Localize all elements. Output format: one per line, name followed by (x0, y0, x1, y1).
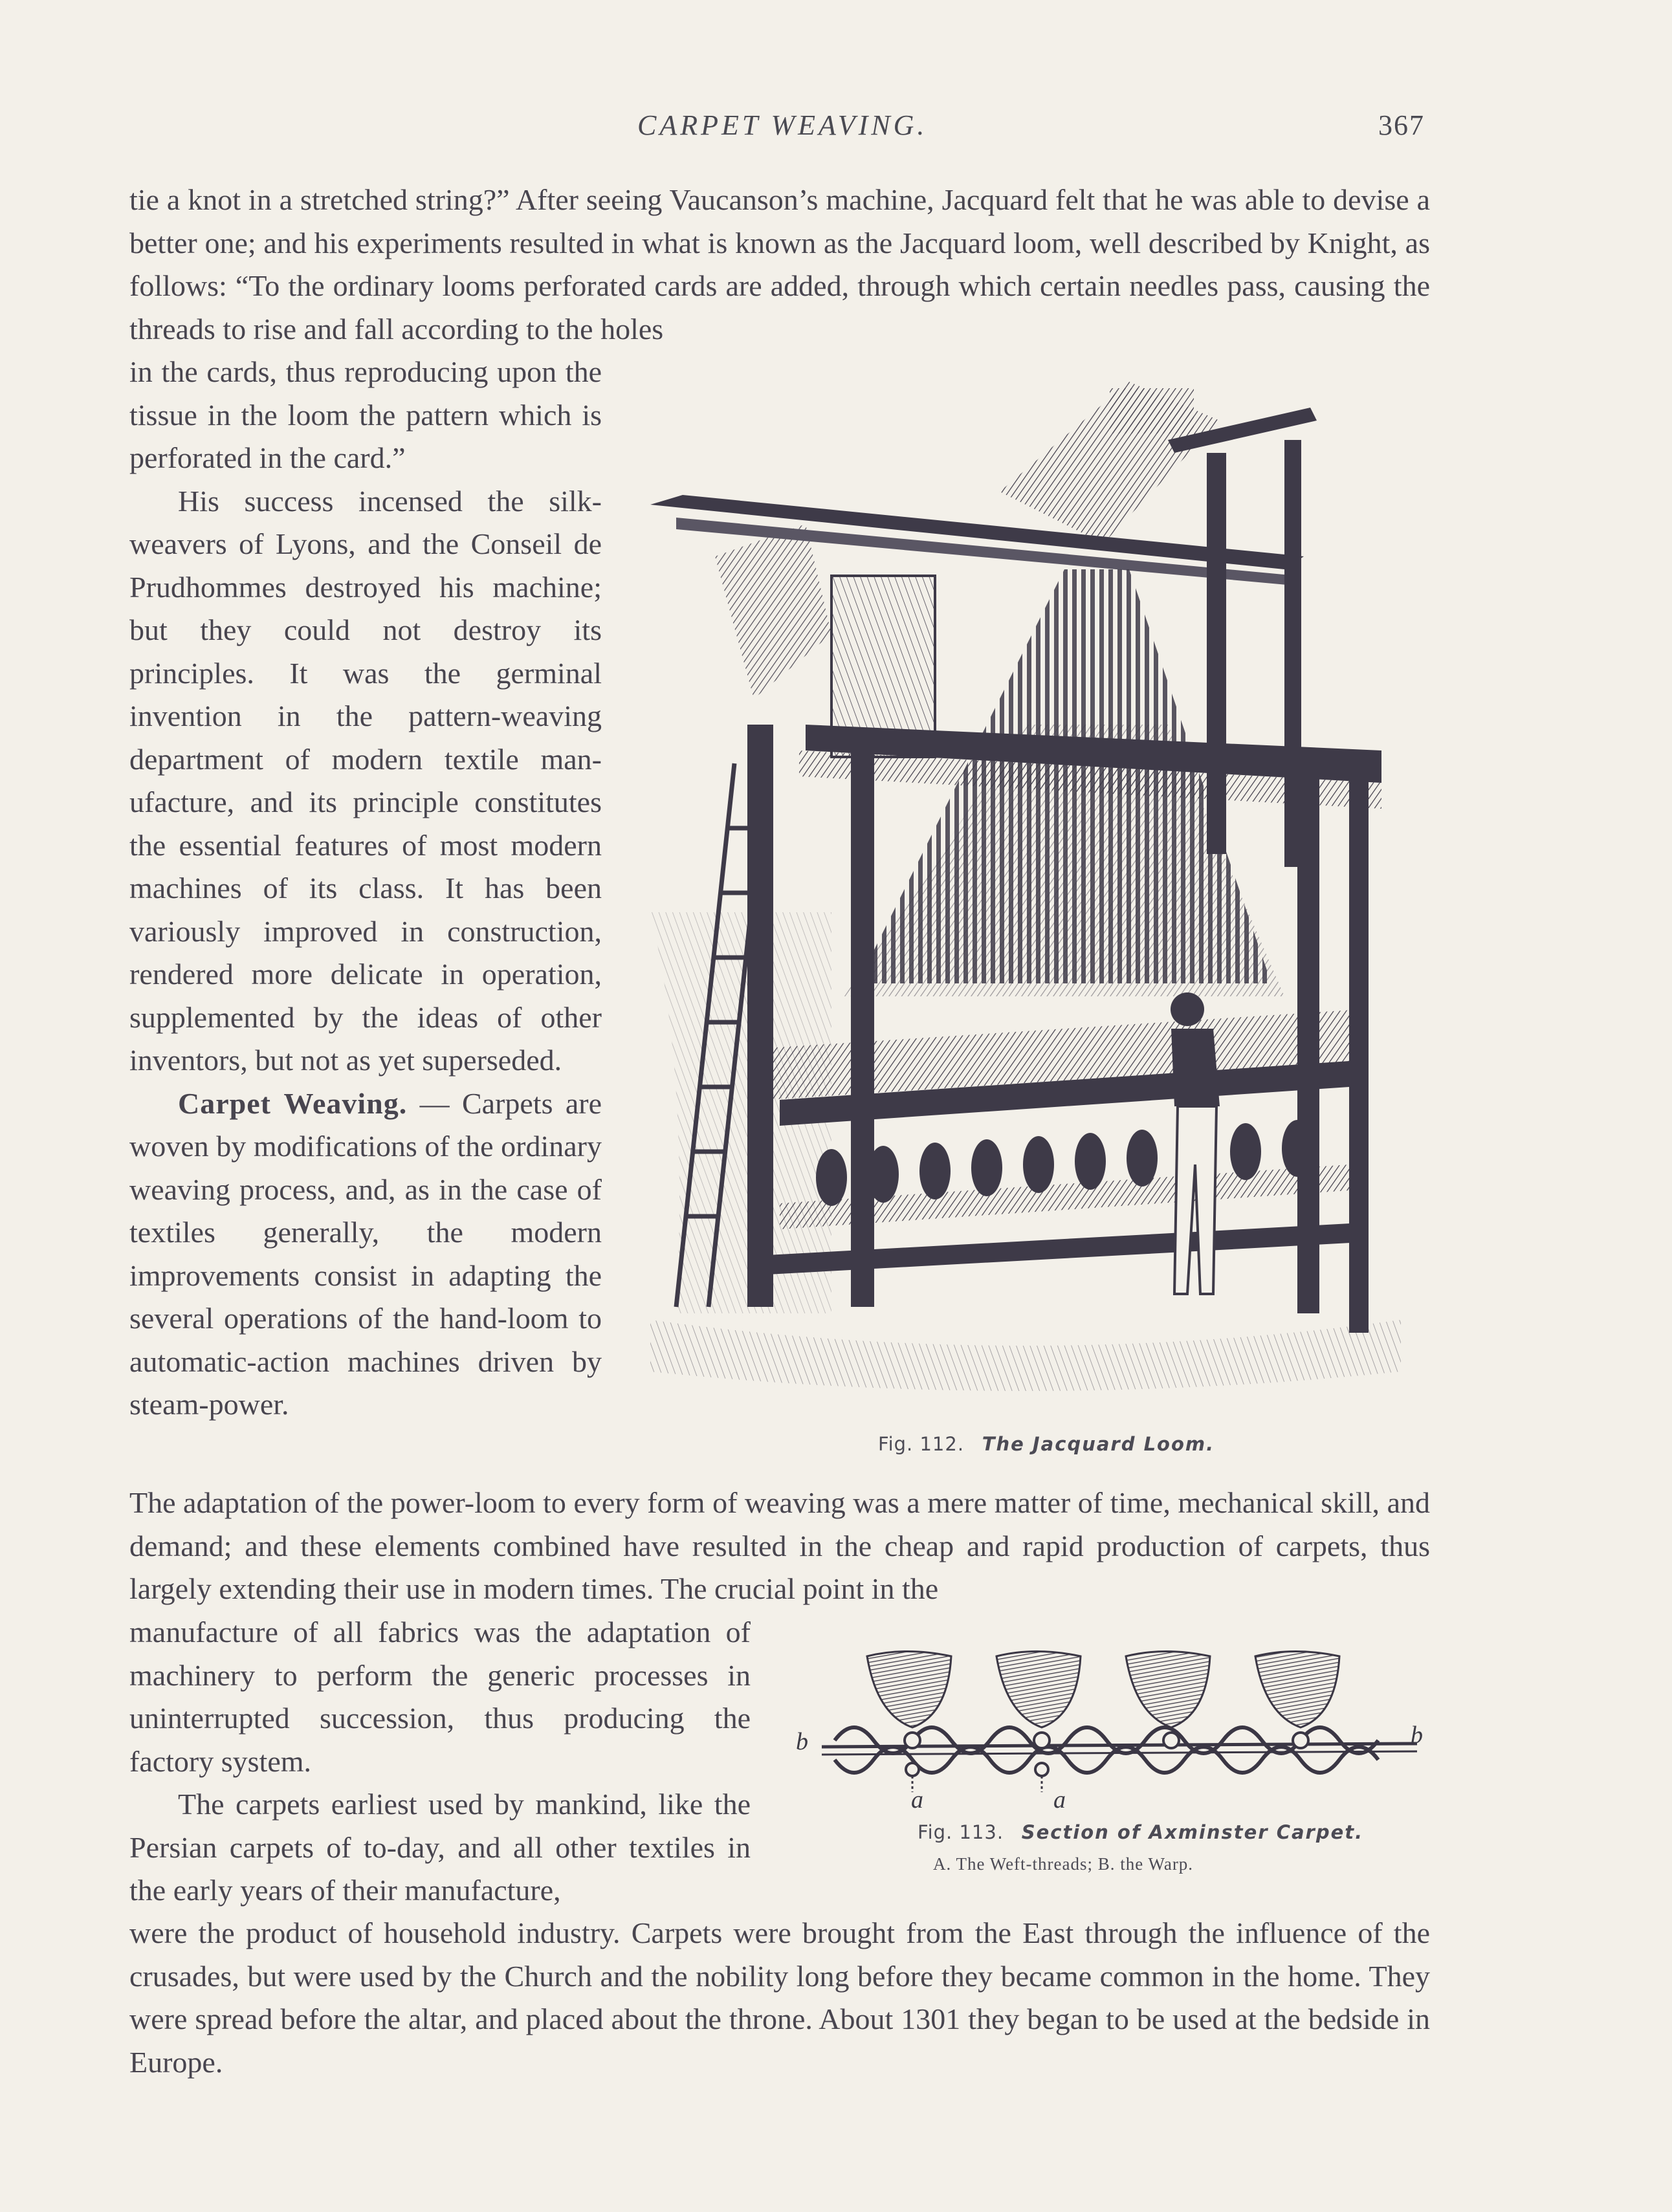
figure-title: Section of Axminster Carpet. (1021, 1821, 1364, 1843)
paragraph-middle (129, 1482, 1430, 1611)
paragraph-continuation: in the cards, thus reproducing upon the tissue in the loom the pattern which is perforated in the card.” (129, 355, 602, 474)
running-head-title: CARPET WEAVING. (637, 109, 928, 141)
figure-number: Fig. 113. (918, 1821, 1004, 1843)
label-b-left: b (796, 1728, 808, 1755)
figure-number: Fig. 112. (878, 1433, 965, 1455)
figure-113-caption (918, 1821, 1363, 1843)
paragraph-jacquard-success: His success incensed the silk-weavers of Lyons, and the Conseil de Prudhommes destroyed his machine; but they could not destroy its principles. It was the germinal invention in the pattern-weaving department of modern textile manufacture, and its principle constitutes the essential features of most modern machines of its class. It has been variously improved in construction, rendered more delicate in operation, supplemented by the ideas of other inventors, but not as yet superseded. (129, 484, 602, 1077)
paragraph-text: — Carpets are woven by modifications of the ordinary weaving process, and, as in the case of textiles generally, the modern improvements consist in adapting the several operations of the hand-loom to automatic-action machines driven by steam-power. (129, 1086, 602, 1421)
label-b-right: b (1411, 1722, 1423, 1749)
paragraph-text: The adaptation of the power-loom to every form of weaving was a mere matter of time, mechanical skill, and demand; and these elements combined have resulted in the cheap and rapid production of carpets, thus largely extending their use in modern times. The crucial point in the (129, 1486, 1430, 1605)
paragraph-earliest-carpets: The carpets earliest used by mankind, like the Persian carpets of to-day, and all other textiles in the early years of their manufacture, (129, 1788, 751, 1907)
jacquard-loom-illustration (637, 362, 1420, 1423)
left-column-upper (129, 351, 602, 1427)
left-column-lower (129, 1611, 751, 1912)
paragraph-top (129, 179, 1430, 351)
figure-title: The Jacquard Loom. (982, 1433, 1215, 1455)
paragraph-bottom (129, 1912, 1430, 2084)
paragraph-carpet-weaving (129, 1082, 602, 1427)
figure-113-legend: A. The Weft-threads; B. the Warp. (933, 1854, 1194, 1874)
paragraph-text: tie a knot in a stretched string?” After seeing Vaucanson’s machine, Jacquard felt that he was able to devise a better one; and his experiments resulted in what is known as the Jacquard loom, well described by Knight, as follows: “To the ordinary looms perforated cards are added, through which certain needles pass, causing the threads to rise and fall according to the holes (129, 183, 1430, 345)
label-a-second: a (1053, 1786, 1066, 1813)
paragraph-continuation: manufacture of all fabrics was the adaptation of machinery to perform the generic processes in uninterrupted succession, thus producing the factory system. (129, 1615, 751, 1778)
page-number: 367 (1378, 109, 1425, 141)
section-heading: Carpet Weaving. (178, 1086, 408, 1120)
paragraph-text: were the product of household industry. Carpets were brought from the East through the influence of the crusades, but were used by the Church and the nobility long before they became common in the home. They were spread before the altar, and placed about the throne. About 1301 they began to be used at the bedside in Europe. (129, 1916, 1430, 2079)
label-a-first: a (911, 1786, 923, 1813)
figure-112-caption (878, 1433, 1215, 1455)
